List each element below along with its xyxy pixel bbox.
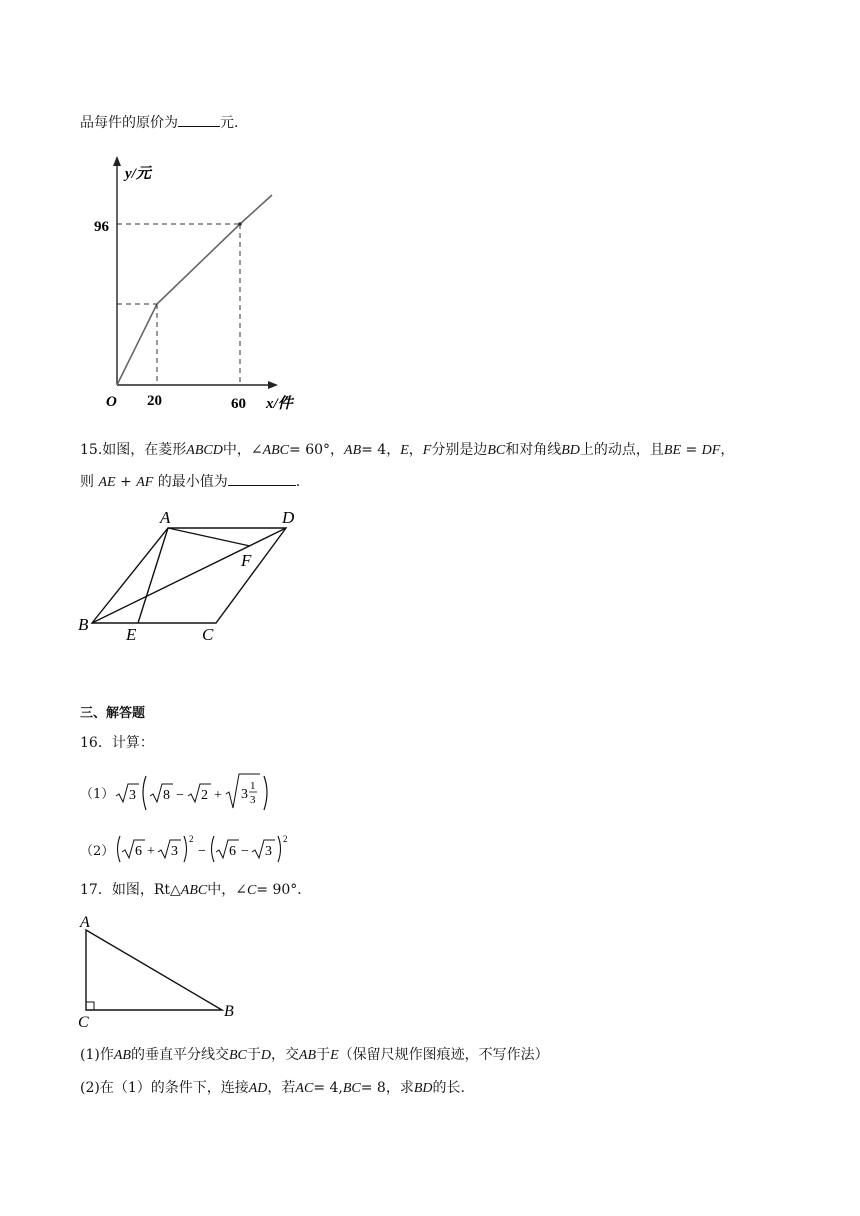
- vertex-label-b: B: [224, 1003, 234, 1020]
- svg-text:−: −: [176, 788, 185, 803]
- q16-stem: 16．计算：: [80, 735, 154, 751]
- vertex-label-d: D: [282, 508, 295, 527]
- x-tick-20: 20: [147, 393, 162, 409]
- y-tick-96: 96: [94, 219, 109, 235]
- svg-text:2: 2: [189, 834, 194, 844]
- q16-part2: （2） 6 + 3 2 − 6 − 3 2: [80, 832, 314, 866]
- right-triangle-figure: [74, 912, 244, 1032]
- svg-text:6: 6: [135, 844, 143, 859]
- section-title: 三、解答题: [80, 706, 146, 721]
- svg-text:2: 2: [283, 834, 288, 844]
- price-line: [117, 195, 272, 385]
- q17-stem: 17．如图，Rt△ABC中，∠C= 90°．: [80, 882, 312, 898]
- x-axis-label: x/件: [266, 396, 293, 412]
- q17-part2: (2)在（1）的条件下，连接AD，若AC= 4,BC= 8，求BD的长.: [80, 1080, 465, 1096]
- svg-text:3: 3: [171, 844, 179, 859]
- point-label-f: F: [241, 551, 252, 570]
- right-angle-mark: [86, 1002, 94, 1010]
- svg-text:3: 3: [241, 787, 249, 802]
- svg-text:3: 3: [265, 844, 273, 859]
- q14-tail-text: 品每件的原价为 元.: [80, 112, 238, 133]
- svg-text:+: +: [147, 844, 156, 859]
- rhombus-figure: [74, 505, 314, 645]
- diagonal-bd: [92, 528, 286, 623]
- price-quantity-graph: [94, 152, 300, 417]
- vertex-label-a: A: [160, 508, 171, 527]
- point-60-96: [238, 222, 242, 226]
- origin-label: O: [106, 394, 117, 410]
- svg-text:+: +: [214, 788, 223, 803]
- y-axis-arrow-icon: [113, 156, 121, 166]
- q16-part1: （1） 3 8 − 2 + 3 1 3: [80, 770, 274, 814]
- vertex-label-c: C: [202, 625, 214, 644]
- svg-text:3: 3: [129, 788, 137, 803]
- x-axis-arrow-icon: [268, 381, 278, 389]
- svg-text:2: 2: [201, 788, 209, 803]
- answer-blank[interactable]: [178, 112, 220, 127]
- segment-ae: [138, 528, 168, 623]
- q15-line2: 则 AE + AF 的最小值为 .: [80, 471, 300, 493]
- y-axis-label: y/元: [125, 166, 151, 182]
- svg-text:1: 1: [250, 780, 256, 792]
- point-label-e: E: [126, 625, 137, 644]
- q15-line1: 15.如图，在菱形ABCD中，∠ABC= 60°，AB= 4，E，F分别是边BC和对角线BD上的动点，且BE = DF，: [80, 442, 735, 458]
- vertex-label-a: A: [80, 914, 90, 931]
- vertex-label-b: B: [78, 615, 89, 634]
- q16-part2-expression: [114, 832, 314, 866]
- svg-text:3: 3: [250, 794, 256, 806]
- svg-text:−: −: [241, 844, 250, 859]
- svg-text:−: −: [198, 844, 207, 859]
- x-tick-60: 60: [231, 396, 246, 412]
- vertex-label-c: C: [78, 1014, 89, 1031]
- answer-blank[interactable]: [228, 471, 296, 486]
- q17-part1: (1)作AB的垂直平分线交BC于D，交AB于E（保留尺规作图痕迹，不写作法）: [80, 1047, 549, 1063]
- triangle-abc: [86, 930, 222, 1010]
- svg-text:8: 8: [163, 788, 171, 803]
- segment-af: [168, 528, 250, 546]
- q16-part1-expression: [114, 770, 274, 814]
- svg-text:6: 6: [229, 844, 237, 859]
